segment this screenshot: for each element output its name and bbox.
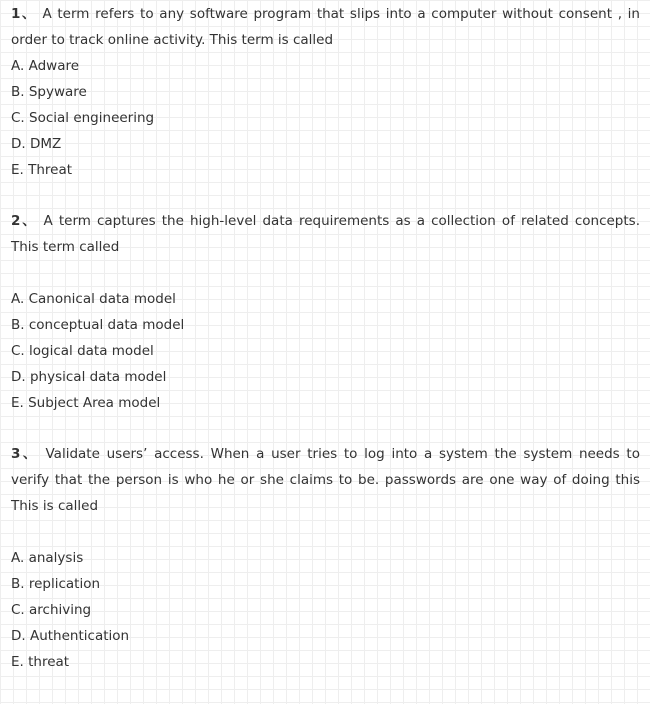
question-separator: 、	[20, 213, 38, 229]
question-stem-line: 3、 Validate users’ access. When a user tries to log into a system the system needs to	[11, 446, 640, 462]
question-stem-line: This term called	[11, 239, 120, 255]
question-stem-line: verify that the person is who he or she claims to be. passwords are one way of doing this	[11, 472, 640, 488]
option-c: C. logical data model	[11, 343, 154, 359]
question-number: 3	[11, 446, 21, 462]
option-b: B. replication	[11, 576, 101, 592]
option-a: A. Canonical data model	[11, 291, 176, 307]
question-stem-line: This is called	[11, 498, 99, 514]
question-number: 2	[11, 213, 21, 229]
question-stem-line: 1、 A term refers to any software program that slips into a computer without consent , in	[11, 6, 640, 22]
question-separator: 、	[20, 446, 39, 462]
option-e: E. Threat	[11, 162, 73, 178]
option-a: A. Adware	[11, 58, 80, 74]
question-stem-line: 2、 A term captures the high-level data requirements as a collection of related concepts.	[11, 213, 640, 229]
option-b: B. conceptual data model	[11, 317, 185, 333]
option-a: A. analysis	[11, 550, 84, 566]
option-c: C. Social engineering	[11, 110, 155, 126]
option-d: D. Authentication	[11, 628, 130, 644]
question-number: 1	[11, 6, 21, 22]
option-c: C. archiving	[11, 602, 92, 618]
option-e: E. Subject Area model	[11, 395, 161, 411]
option-b: B. Spyware	[11, 84, 87, 100]
option-d: D. physical data model	[11, 369, 167, 385]
option-e: E. threat	[11, 654, 70, 670]
question-stem-line: order to track online activity. This term is called	[11, 32, 334, 48]
option-d: D. DMZ	[11, 136, 62, 152]
question-separator: 、	[20, 6, 37, 22]
